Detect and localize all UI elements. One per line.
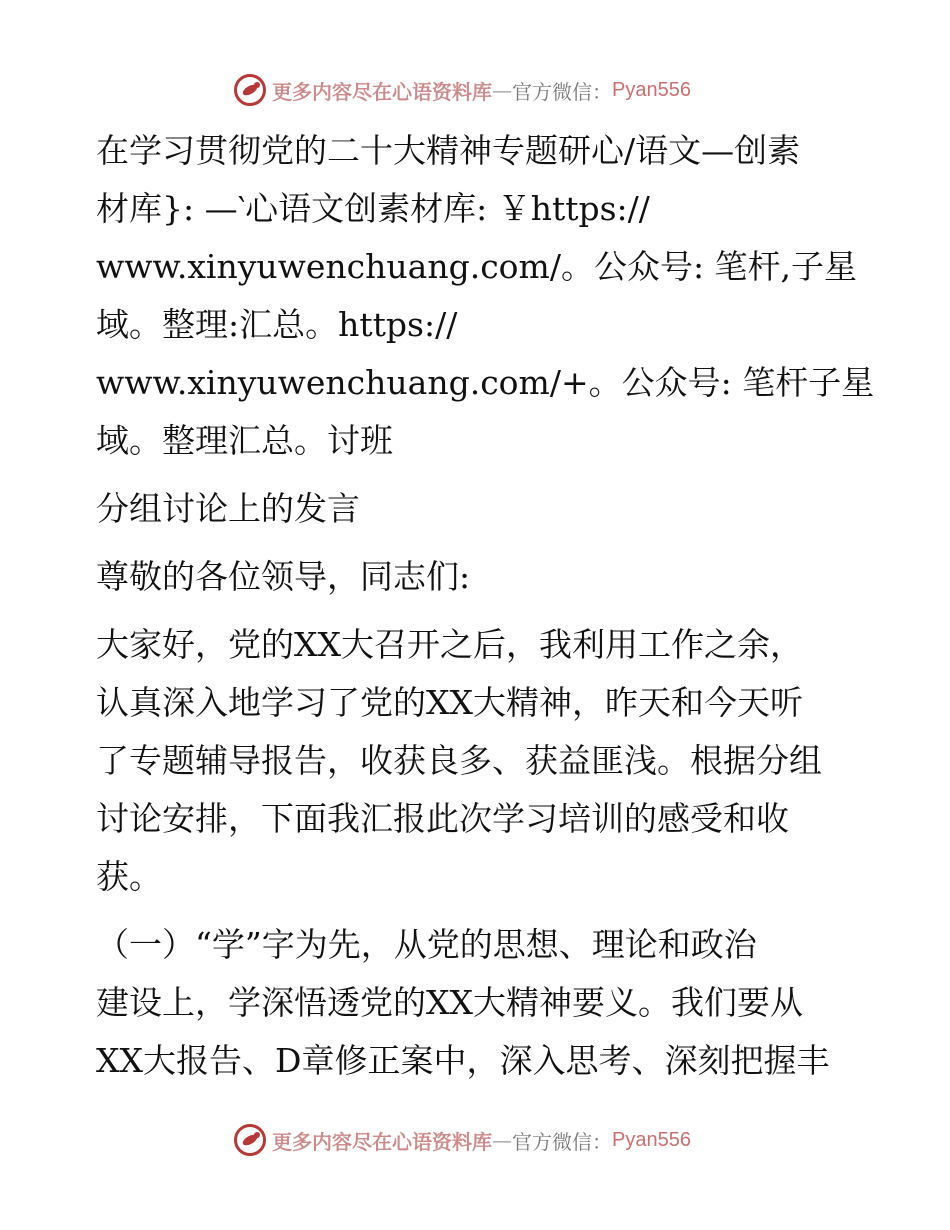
text-line: XX大报告、D章修正案中，深入思考、深刻把握丰 xyxy=(96,1041,830,1080)
text-line: 域。整理汇总。讨班 xyxy=(96,421,393,460)
watermark-wechat-id: Pyan556 xyxy=(612,1128,691,1151)
watermark-separator: — xyxy=(492,78,512,102)
watermark-wechat-id: Pyan556 xyxy=(612,78,691,101)
text-line: 分组讨论上的发言 xyxy=(96,489,360,528)
paragraph-salutation xyxy=(96,548,866,606)
paragraph-heading xyxy=(96,480,866,538)
text-line: （一）“学”字为先，从党的思想、理论和政治 xyxy=(96,925,757,964)
text-line: 域。整理:汇总。https:// xyxy=(96,305,458,344)
watermark-text: 更多内容尽在心语资料库 xyxy=(272,1129,492,1154)
watermark-wechat-label: 官方微信： xyxy=(512,1129,612,1154)
text-line: 尊敬的各位领导，同志们: xyxy=(96,557,471,596)
watermark-header xyxy=(234,72,691,108)
text-line: 材库}: —‵心语文创素材库: ￥https:// xyxy=(96,189,650,228)
pen-logo-icon xyxy=(234,1124,266,1156)
text-line: 建设上，学深悟透党的XX大精神要义。我们要从 xyxy=(96,983,803,1022)
text-line: 大家好，党的XX大召开之后，我利用工作之余， xyxy=(96,625,803,664)
paragraph-section-one xyxy=(96,916,866,1090)
document-body xyxy=(96,122,875,1100)
paragraph-body xyxy=(96,616,866,906)
text-line: 讨论安排，下面我汇报此次学习培训的感受和收 xyxy=(96,799,789,838)
text-line: 获。 xyxy=(96,857,162,896)
watermark-separator: — xyxy=(492,1128,512,1152)
text-line: www.xinyuwenchuang.com/。公众号: 笔杆,子星 xyxy=(96,247,858,286)
text-line: www.xinyuwenchuang.com/+。公众号: 笔杆子星 xyxy=(96,363,875,402)
paragraph-intro xyxy=(96,122,875,470)
text-line: 在学习贯彻党的二十大精神专题研心/语文—创素 xyxy=(96,131,801,170)
watermark-wechat-label: 官方微信： xyxy=(512,79,612,104)
watermark-footer xyxy=(234,1122,691,1158)
text-line: 了专题辅导报告，收获良多、获益匪浅。根据分组 xyxy=(96,741,822,780)
text-line: 认真深入地学习了党的XX大精神，昨天和今天听 xyxy=(96,683,803,722)
watermark-text: 更多内容尽在心语资料库 xyxy=(272,79,492,104)
pen-logo-icon xyxy=(234,74,266,106)
